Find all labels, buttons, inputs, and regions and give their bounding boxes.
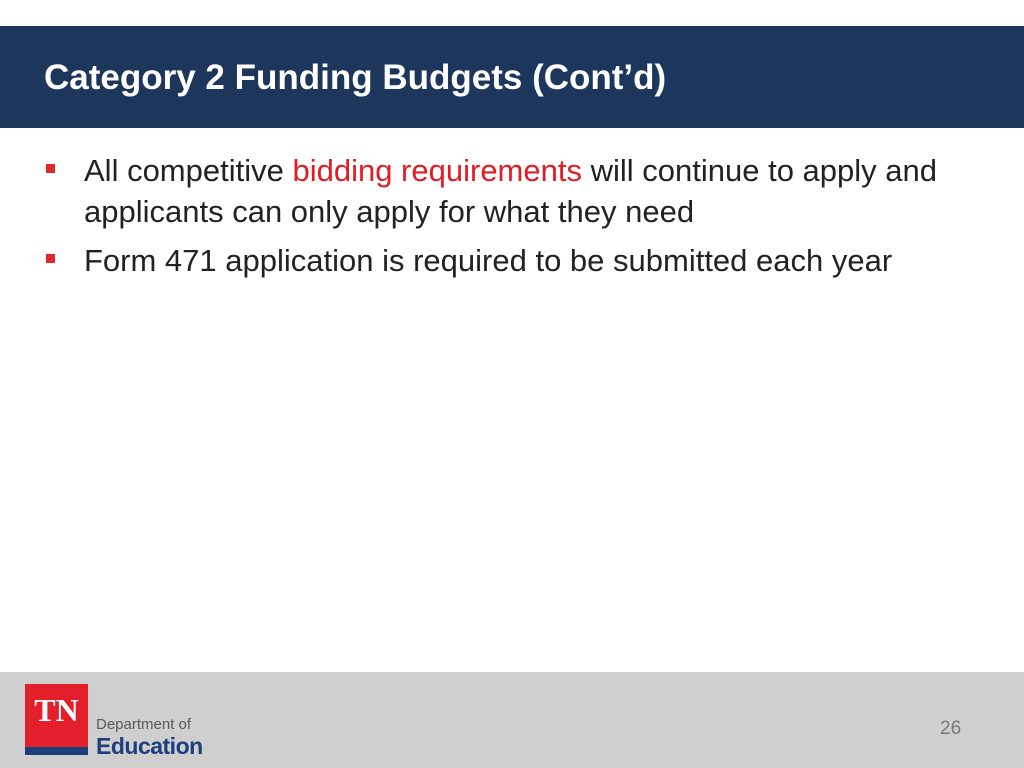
square-bullet-icon <box>46 164 55 173</box>
slide-title: Category 2 Funding Budgets (Cont’d) <box>44 58 667 97</box>
bullet-text-end: will continue to apply and applicants can only apply for what they need <box>84 153 937 229</box>
bullet-text-start: All competitive <box>84 153 293 188</box>
slide-body <box>44 150 984 289</box>
bullet-text: Form 471 application is required to be submitted each year <box>84 243 893 278</box>
logo-education-text: Education <box>96 733 203 759</box>
bullet-item <box>44 150 984 232</box>
square-bullet-icon <box>46 254 55 263</box>
logo-department-text: Department of <box>96 716 192 733</box>
bullet-highlight: bidding requirements <box>292 153 582 188</box>
logo-initials: TN <box>34 692 79 728</box>
bullet-item <box>44 240 984 281</box>
logo-stripe <box>25 747 88 755</box>
tn-logo-icon <box>25 684 88 755</box>
slide-footer <box>0 672 1024 768</box>
page-number: 26 <box>940 718 962 739</box>
